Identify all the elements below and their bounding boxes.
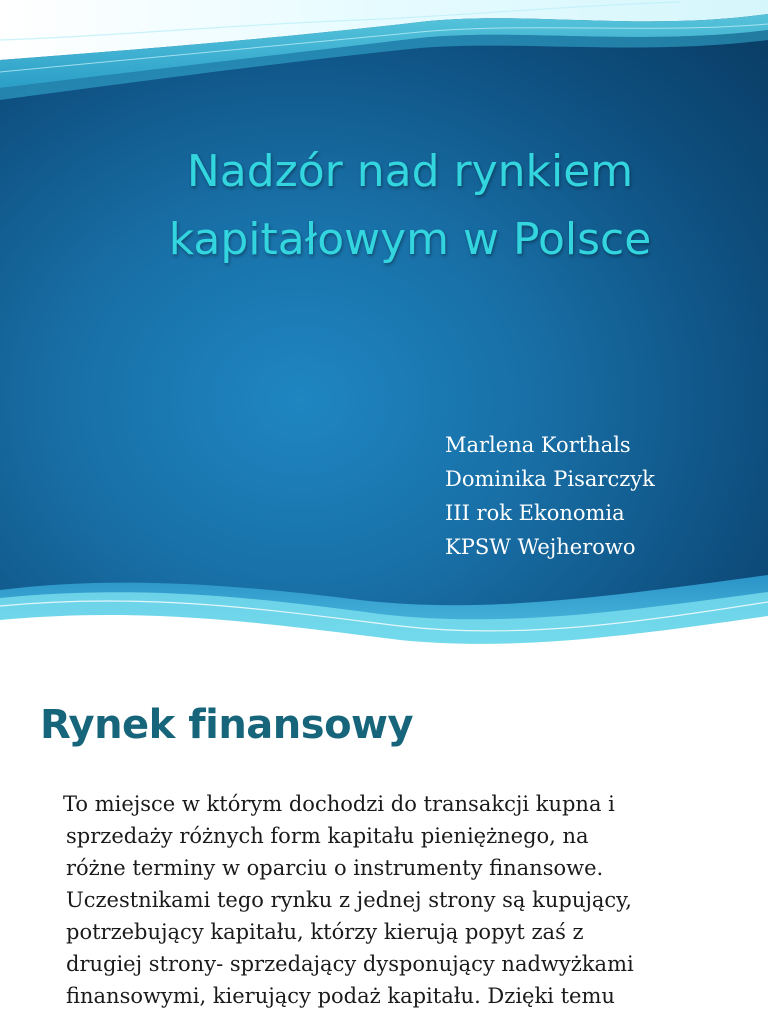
slide-title bbox=[60, 138, 760, 274]
paragraph-line: sprzedaży różnych form kapitału pieniężnego, na bbox=[66, 824, 589, 848]
paragraph-line: różne terminy w oparciu o instrumenty finansowe. bbox=[66, 856, 604, 880]
slide-heading: Rynek finansowy bbox=[40, 702, 414, 748]
author-line: Marlena Korthals bbox=[445, 433, 631, 457]
paragraph-line: finansowymi, kierujący podaż kapitału. Dzięki temu bbox=[66, 984, 615, 1008]
paragraph-line: drugiej strony- sprzedający dysponujący nadwyżkami bbox=[66, 952, 634, 976]
author-list bbox=[445, 428, 655, 564]
title-line: kapitałowym w Polsce bbox=[168, 214, 652, 265]
paragraph-line: potrzebujący kapitału, którzy kierują popyt zaś z bbox=[66, 920, 584, 944]
content-slide bbox=[0, 662, 768, 1024]
author-line: Dominika Pisarczyk bbox=[445, 467, 655, 491]
paragraph-line: Uczestnikami tego rynku z jednej strony są kupujący, bbox=[66, 888, 632, 912]
paragraph-line: To miejsce w którym dochodzi do transakcji kupna i bbox=[63, 792, 615, 816]
title-line: Nadzór nad rynkiem bbox=[186, 146, 634, 197]
author-line: III rok Ekonomia bbox=[445, 501, 625, 525]
author-line: KPSW Wejherowo bbox=[445, 535, 636, 559]
slide-paragraph bbox=[63, 788, 766, 1012]
